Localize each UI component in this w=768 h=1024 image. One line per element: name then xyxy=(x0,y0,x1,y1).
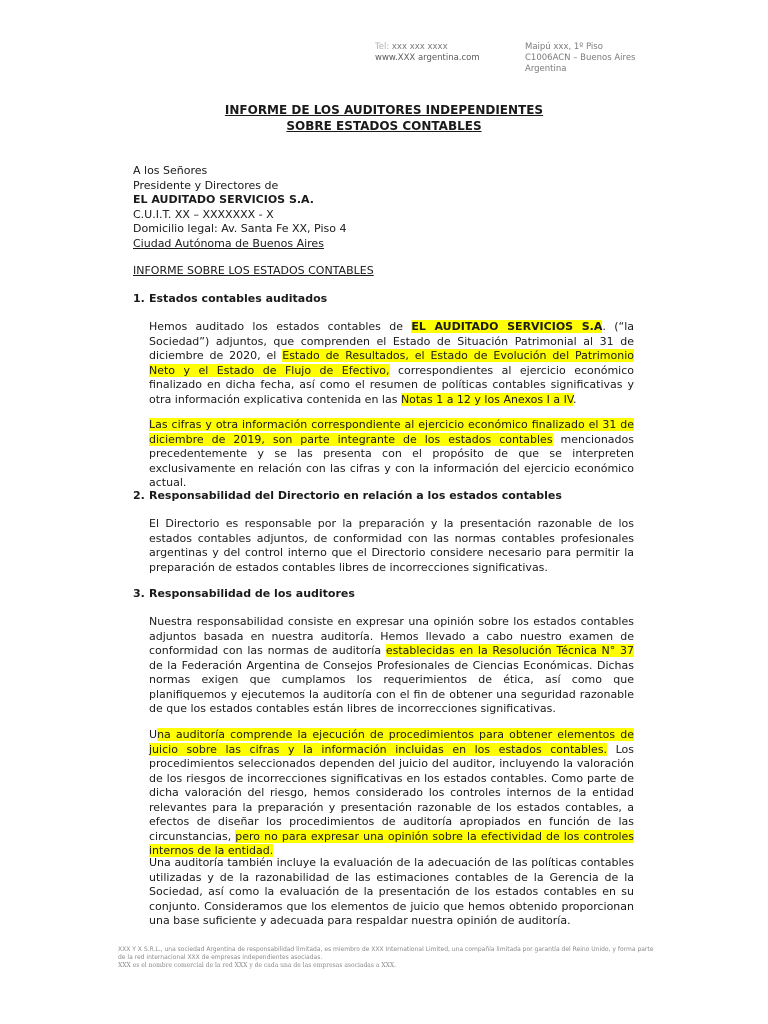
text-run: de la Federación Argentina de Consejos Profesionales de Ciencias Económicas. Dichas normas exigen que cumplamos los requerimientos de ética, así como que planifiquemos y ejecutemos la auditoría con el fin de obtener una seguridad razonable de que los estados contables están libres de incorrecciones significativas. xyxy=(149,658,634,715)
address-line-1: Maipú xxx, 1º Piso xyxy=(525,42,603,52)
text-run: . (“la Sociedad”) adjuntos, que comprenden el Estado de Situación Patrimonial al 31 de diciembre de 2020, el xyxy=(149,320,634,362)
legal-address: Domicilio legal: Av. Santa Fe XX, Piso 4 xyxy=(133,222,347,235)
section-title: Responsabilidad de los auditores xyxy=(149,587,355,600)
addressee-line-1: A los Señores xyxy=(133,164,208,177)
footer-line-1: XXX Y X S.R.L., una sociedad Argentina de responsabilidad limitada, es miembro de XXX International Limited, una compañía limitada por garantía del Reino Unido, y forma parte de la red internacional XXX de empresas independientes asociadas. xyxy=(118,946,654,961)
address-block xyxy=(525,42,636,75)
paragraph-5 xyxy=(149,728,634,859)
title-line-1: INFORME DE LOS AUDITORES INDEPENDIENTES xyxy=(224,103,544,117)
cuit: C.U.I.T. XX – XXXXXXX - X xyxy=(133,207,274,221)
footer-line-2: XXX es el nombre comercial de la red XXX y de cada una de las empresas asociadas a XXX. xyxy=(118,962,397,969)
text-run: U xyxy=(149,728,158,741)
section-number: 3. xyxy=(133,587,145,600)
addressee-block xyxy=(133,164,346,251)
text-run: correspondientes al ejercicio económico finalizado en dicha fecha, así como el resumen de políticas contables significativas y otra información explicativa contenida en las xyxy=(149,363,634,406)
text-run: mencionados precedentemente y se las presenta con el propósito de que se interpreten exclusivamente en relación con las cifras y con la información del ejercicio económico actual. xyxy=(149,432,634,489)
phone-value: xxx xxx xxxx xyxy=(391,42,448,52)
text-run: Los procedimientos seleccionados dependen del juicio del auditor, incluyendo la valoración de los riesgos de incorrecciones significativas en los estados contables. Como parte de dicha valoración del riesgo, hemos considerado los controles internos de la entidad relevantes para la preparación y presentación razonable de los estados contables, a efectos de diseñar los procedimientos de auditoría apropiados en función de las circunstancias, xyxy=(149,742,634,843)
section-title: Responsabilidad del Directorio en relación a los estados contables xyxy=(149,489,562,502)
paragraph-2 xyxy=(149,418,634,491)
section-title: Estados contables auditados xyxy=(149,292,328,305)
paragraph-3: El Directorio es responsable por la preparación y la presentación razonable de los estados contables adjuntos, de conformidad con las normas contables profesionales argentinas y del control interno que el Directorio considere necesario para permitir la preparación de estados contables libres de incorrecciones significativas. xyxy=(149,517,634,574)
section-1-heading xyxy=(133,292,327,306)
section-2-heading xyxy=(133,489,562,503)
website: www.XXX argentina.com xyxy=(375,53,480,63)
highlight-audit-scope: na auditoría comprende la ejecución de procedimientos para obtener elementos de juicio sobre las cifras y la información incluidas en los estados contables. xyxy=(149,728,634,756)
address-line-2: C1006ACN – Buenos Aires xyxy=(525,53,636,63)
highlight-statements: Estado de Resultados, el Estado de Evolución del Patrimonio Neto y el Estado de Flujo de Efectivo, xyxy=(149,349,634,377)
text-run: Hemos auditado los estados contables de xyxy=(149,320,412,333)
section-number: 1. xyxy=(133,292,145,305)
contact-block xyxy=(375,42,480,64)
highlight-company: EL AUDITADO SERVICIOS S.A xyxy=(411,320,603,333)
report-heading: INFORME SOBRE LOS ESTADOS CONTABLES xyxy=(133,264,374,277)
page-footer xyxy=(118,946,658,970)
highlight-internal-control: pero no para expresar una opinión sobre la efectividad de los controles internos de la entidad. xyxy=(149,829,635,857)
paragraph-4 xyxy=(149,615,634,717)
document-title xyxy=(0,102,768,134)
text-run: . xyxy=(572,392,577,406)
company-name: EL AUDITADO SERVICIOS S.A. xyxy=(133,193,314,206)
addressee-line-2: Presidente y Directores de xyxy=(133,178,279,192)
paragraph-1 xyxy=(149,320,634,407)
paragraph-6: Una auditoría también incluye la evaluación de la adecuación de las políticas contables utilizadas y de la razonabilidad de las estimaciones contables de la Gerencia de la Sociedad, así como la evaluación de la presentación de los estados contables en su conjunto. Consideramos que los elementos de juicio que hemos obtenido proporcionan una base suficiente y adecuada para respaldar nuestra opinión de auditoría. xyxy=(149,856,634,927)
phone-line xyxy=(375,42,480,53)
highlight-rt37: establecidas en la Resolución Técnica N° 37 xyxy=(385,644,634,657)
city: Ciudad Autónoma de Buenos Aires xyxy=(133,236,324,250)
section-3-heading xyxy=(133,587,355,601)
highlight-notes: Notas 1 a 12 y los Anexos I a IV xyxy=(400,392,573,406)
section-number: 2. xyxy=(133,489,145,502)
text-run: Nuestra responsabilidad consiste en expresar una opinión sobre los estados contables adjuntos basada en nuestra auditoría. Hemos llevado a cabo nuestro examen de conformidad con las normas de auditoría xyxy=(149,615,634,657)
title-line-2: SOBRE ESTADOS CONTABLES xyxy=(286,119,482,133)
address-line-3: Argentina xyxy=(525,64,567,74)
highlight-prior-year: Las cifras y otra información correspondiente al ejercicio económico finalizado el 31 de diciembre de 2019, son parte integrante de los estados contables xyxy=(149,418,634,446)
phone-label: Tel: xyxy=(375,42,390,52)
